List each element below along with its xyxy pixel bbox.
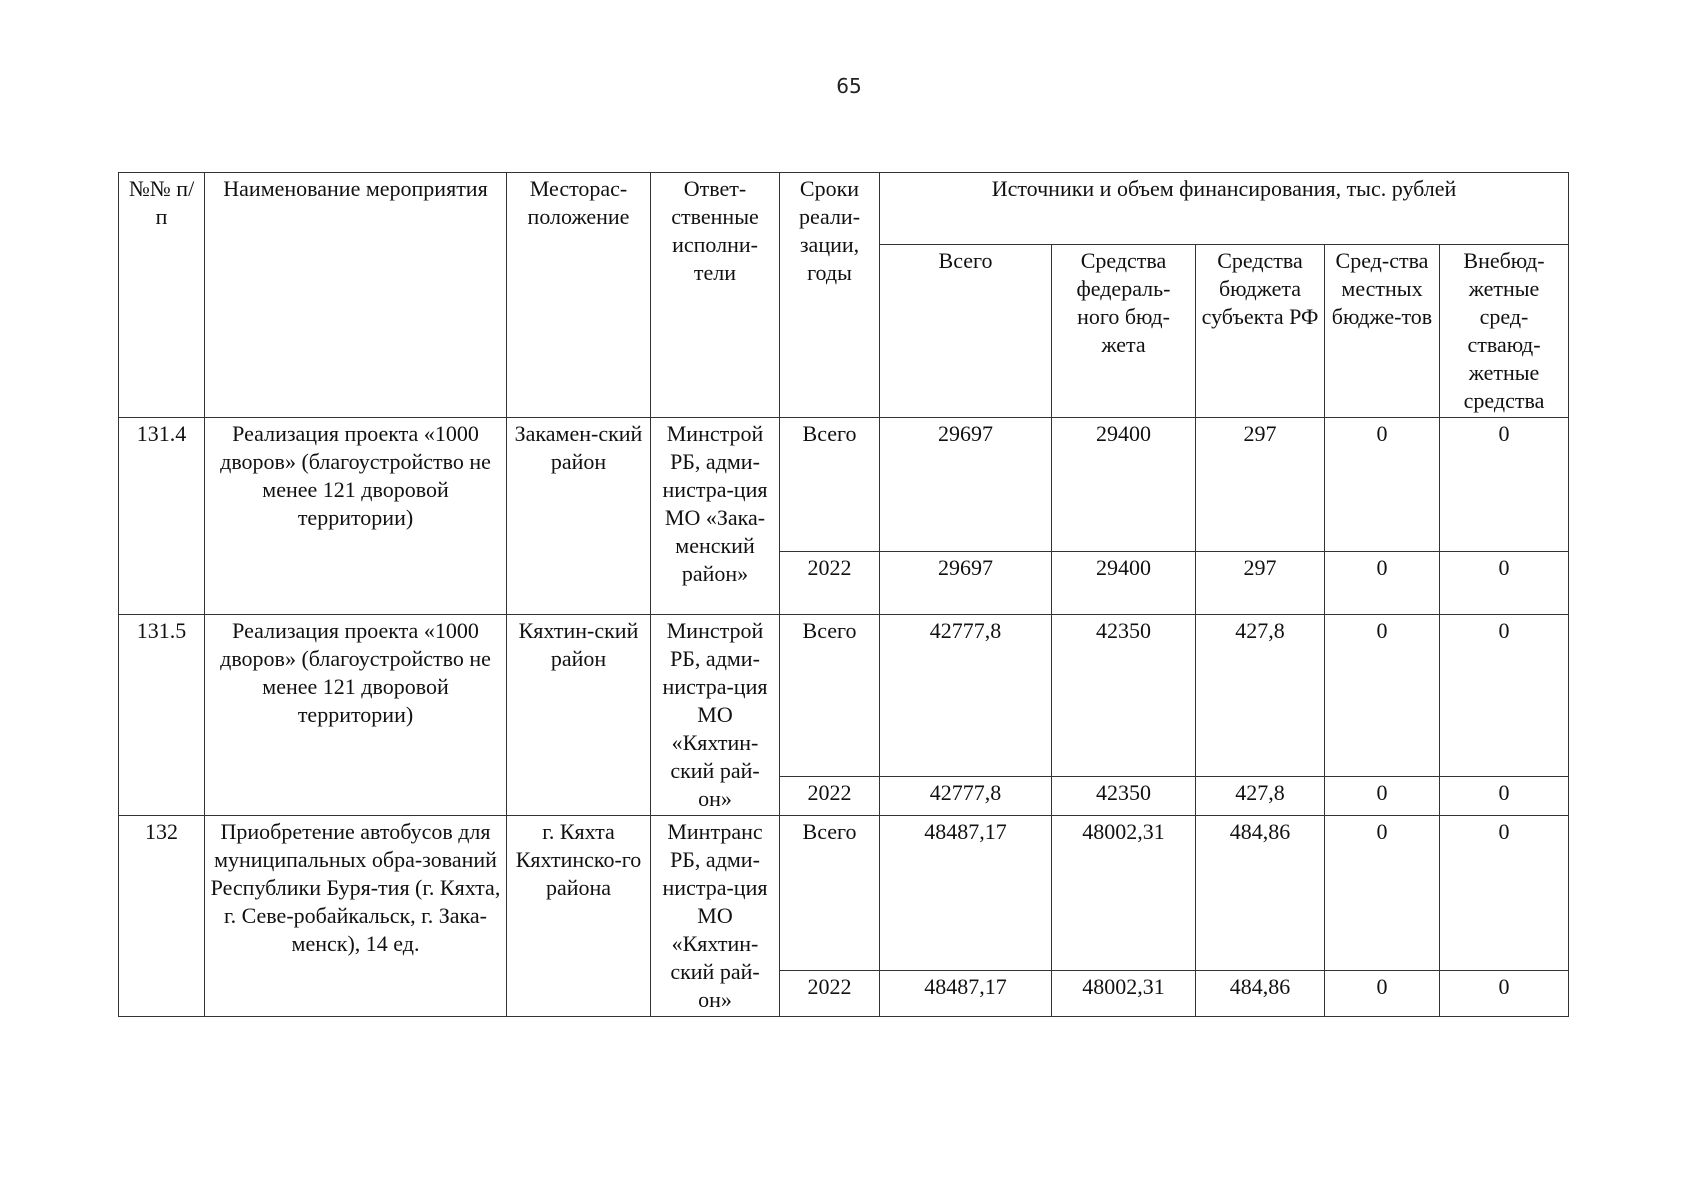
row-total: 42777,8 xyxy=(880,776,1052,815)
row-num: 131.5 xyxy=(119,615,205,816)
row-total: 48487,17 xyxy=(880,970,1052,1016)
row-total: 48487,17 xyxy=(880,816,1052,971)
header-regional: Средства бюджета субъекта РФ xyxy=(1196,245,1325,418)
row-extra: 0 xyxy=(1440,970,1569,1016)
row-extra: 0 xyxy=(1440,615,1569,777)
row-num: 131.4 xyxy=(119,418,205,615)
row-location: Закамен-ский район xyxy=(507,418,651,615)
row-regional: 427,8 xyxy=(1196,615,1325,777)
financing-table xyxy=(118,172,1569,1017)
row-federal: 42350 xyxy=(1052,615,1196,777)
row-name: Приобретение автобусов для муниципальных обра-зований Республики Буря-тия (г. Кяхта, г. Севе-робайкальск, г. Зака-менск), 14 ед. xyxy=(205,816,507,1017)
row-regional: 297 xyxy=(1196,418,1325,552)
row-period: Всего xyxy=(780,615,880,777)
row-local: 0 xyxy=(1325,776,1440,815)
header-name: Наименование мероприятия xyxy=(205,173,507,418)
row-local: 0 xyxy=(1325,816,1440,971)
row-regional: 484,86 xyxy=(1196,970,1325,1016)
row-total: 29697 xyxy=(880,418,1052,552)
row-period: 2022 xyxy=(780,552,880,615)
header-num: №№ п/п xyxy=(119,173,205,418)
table-row xyxy=(119,615,1569,777)
table-row xyxy=(119,816,1569,971)
page-number: 65 xyxy=(836,74,862,98)
header-local: Сред-ства местных бюдже-тов xyxy=(1325,245,1440,418)
row-extra: 0 xyxy=(1440,418,1569,552)
row-local: 0 xyxy=(1325,970,1440,1016)
row-location: Кяхтин-ский район xyxy=(507,615,651,816)
row-local: 0 xyxy=(1325,552,1440,615)
row-responsible: Минтранс РБ, адми-нистра-ция МО «Кяхтин-ский рай-он» xyxy=(651,816,780,1017)
row-local: 0 xyxy=(1325,615,1440,777)
header-sources: Источники и объем финансирования, тыс. рублей xyxy=(880,173,1569,245)
header-extra: Внебюд-жетные сред-стваюд-жетные средства xyxy=(1440,245,1569,418)
header-federal: Средства федераль-ного бюд-жета xyxy=(1052,245,1196,418)
header-location: Месторас-положение xyxy=(507,173,651,418)
row-federal: 42350 xyxy=(1052,776,1196,815)
row-responsible: Минстрой РБ, адми-нистра-ция МО «Кяхтин-ский рай-он» xyxy=(651,615,780,816)
row-period: 2022 xyxy=(780,776,880,815)
row-federal: 48002,31 xyxy=(1052,970,1196,1016)
row-total: 42777,8 xyxy=(880,615,1052,777)
row-extra: 0 xyxy=(1440,552,1569,615)
row-name: Реализация проекта «1000 дворов» (благоустройство не менее 121 дворовой территории) xyxy=(205,615,507,816)
row-total: 29697 xyxy=(880,552,1052,615)
table-row xyxy=(119,418,1569,552)
row-local: 0 xyxy=(1325,418,1440,552)
header-row-1 xyxy=(119,173,1569,245)
header-total: Всего xyxy=(880,245,1052,418)
row-num: 132 xyxy=(119,816,205,1017)
header-period: Сроки реали-зации, годы xyxy=(780,173,880,418)
row-federal: 29400 xyxy=(1052,552,1196,615)
row-period: Всего xyxy=(780,418,880,552)
row-period: Всего xyxy=(780,816,880,971)
row-federal: 29400 xyxy=(1052,418,1196,552)
row-regional: 297 xyxy=(1196,552,1325,615)
row-responsible: Минстрой РБ, адми-нистра-ция МО «Зака-менский район» xyxy=(651,418,780,615)
row-period: 2022 xyxy=(780,970,880,1016)
row-federal: 48002,31 xyxy=(1052,816,1196,971)
row-name: Реализация проекта «1000 дворов» (благоустройство не менее 121 дворовой территории) xyxy=(205,418,507,615)
row-regional: 427,8 xyxy=(1196,776,1325,815)
header-responsible: Ответ-ственные исполни-тели xyxy=(651,173,780,418)
row-extra: 0 xyxy=(1440,776,1569,815)
row-location: г. Кяхта Кяхтинско-го района xyxy=(507,816,651,1017)
row-extra: 0 xyxy=(1440,816,1569,971)
row-regional: 484,86 xyxy=(1196,816,1325,971)
